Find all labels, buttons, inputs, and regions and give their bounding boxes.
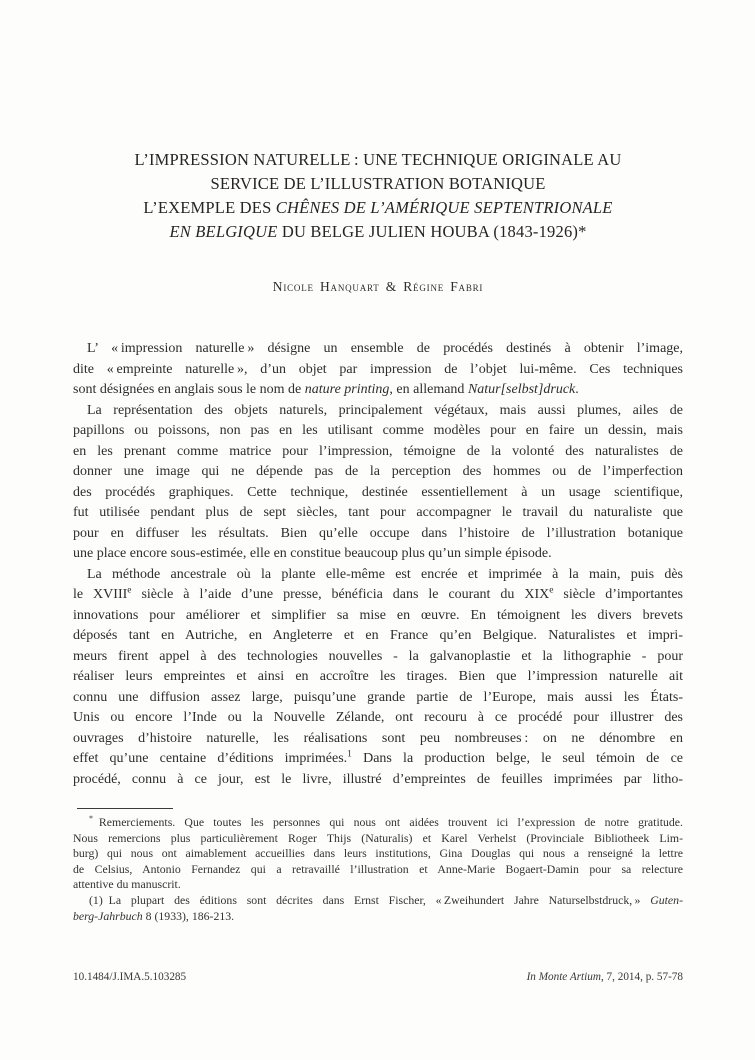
body-line: procédé, connu à ce jour, est le livre, illustré d’empreintes de feuilles imprimées par litho- (73, 771, 683, 787)
title-line-3: L’EXEMPLE DES CHÊNES DE L’AMÉRIQUE SEPTENTRIONALE (143, 198, 613, 217)
body-line: La représentation des objets naturels, principalement végétaux, mais aussi plumes, ailes de (87, 402, 683, 418)
body-line: déposés tant en Autriche, en Angleterre et en France qu’en Belgique. Naturalistes et impri- (73, 628, 683, 643)
body-line: en les prenant comme matrice pour l’impression, témoigne de la volonté des naturalistes de (73, 443, 683, 459)
author-line: Nicole Hanquart & Régine Fabri (272, 279, 484, 294)
footnote-line: berg-Jahrbuch 8 (1933), 186-213. (73, 908, 235, 923)
body-line: une place encore sous-estimée, elle en constitue beaucoup plus qu’un simple épisode. (73, 546, 552, 561)
body-line: meurs firent appel à des technologies nouvelles - la galvanoplastie et la lithographie - pour (73, 648, 683, 664)
article-title (72, 148, 684, 244)
body-line: Unis ou encore l’Inde ou la Nouvelle Zélande, ont recouru à ce procédé pour illustrer des (73, 710, 683, 725)
body-line: le XVIIIe siècle à l’aide d’une presse, bénéficia dans le courant du XIXe siècle d’importantes (73, 585, 683, 602)
journal-citation: In Monte Artium, 7, 2014, p. 57-78 (526, 971, 683, 983)
body-line: connu une diffusion assez large, puisqu’une grande partie de l’Europe, mais aussi les États- (73, 689, 683, 705)
body-line: pour en diffuser les résultats. Bien qu’elle occupe dans l’histoire de l’illustration botanique (73, 525, 683, 541)
page-footer (73, 971, 683, 983)
body-line: innovations pour améliorer et simplifier sa mise en œuvre. En témoignent les divers brevets (73, 607, 683, 623)
article-body (73, 339, 683, 790)
footnote-line: (1) La plupart des éditions sont décrites dans Ernst Fischer, « Zweihundert Jahre Naturselbstdruck, » Guten- (89, 892, 683, 907)
footnote-line: burg) qui nous ont aimablement accueillies dans leurs institutions, Gina Douglas qui nous a renseigné la lettre (73, 846, 683, 861)
body-line: réaliser leurs empreintes et ainsi en accroître les tirages. Bien que l’impression naturelle ait (73, 669, 683, 684)
footnote-separator-rule (77, 808, 173, 809)
body-line: effet qu’une centaine d’éditions imprimées.$^1$ Dans la production belge, le seul témoin de ce (73, 749, 683, 766)
body-line: L’ « impression naturelle » désigne un ensemble de procédés destinés à obtenir l’image, (87, 341, 683, 356)
footnote-line: * Remerciements. Que toutes les personnes qui nous ont aidées trouvent ici l’expression de notre gratitude. (89, 814, 683, 829)
body-line: ouvrages d’histoire naturelle, les réalisations sont peu nombreuses : on ne dénombre en (73, 730, 683, 746)
body-line: des procédés graphiques. Cette technique, destinée essentiellement à un usage scientifique, (73, 484, 683, 500)
doi-label: 10.1484/J.IMA.5.103285 (73, 971, 187, 983)
body-line: sont désignées en anglais sous le nom de nature printing, en allemand Natur[selbst]druck. (73, 382, 579, 397)
body-line: fut utilisée pendant plus de sept siècles, tant pour accompagner le travail du naturaliste que (73, 505, 683, 520)
footnote-line: de Celsius, Antonio Fernandez qui a retravaillé l’illustration et Anne-Marie Bogaert-Damin pour sa relecture (73, 861, 683, 876)
title-line-4: EN BELGIQUE DU BELGE JULIEN HOUBA (1843-1926)* (169, 222, 587, 241)
body-line: donner une image qui ne dépende pas de la perception des hommes ou de l’imperfection (73, 464, 683, 479)
footnote-line: attentive du manuscrit. (73, 877, 181, 892)
title-line-2: SERVICE DE L’ILLUSTRATION BOTANIQUE (210, 174, 546, 193)
body-line: dite « empreinte naturelle », d’un objet par impression de l’objet lui-même. Ces techniques (73, 361, 683, 377)
footnotes (73, 815, 683, 924)
body-line: La méthode ancestrale où la plante elle-même est encrée et imprimée à la main, puis dès (87, 566, 683, 582)
body-line: papillons ou poissons, non pas en les utilisant comme modèles pour en faire un dessin, mais (73, 423, 683, 438)
title-line-1: L’IMPRESSION NATURELLE : UNE TECHNIQUE ORIGINALE AU (134, 150, 622, 169)
footnote-line: Nous remercions plus particulièrement Roger Thijs (Naturalis) et Karel Verhelst (Provinciale Bibliotheek Lim- (73, 830, 683, 845)
